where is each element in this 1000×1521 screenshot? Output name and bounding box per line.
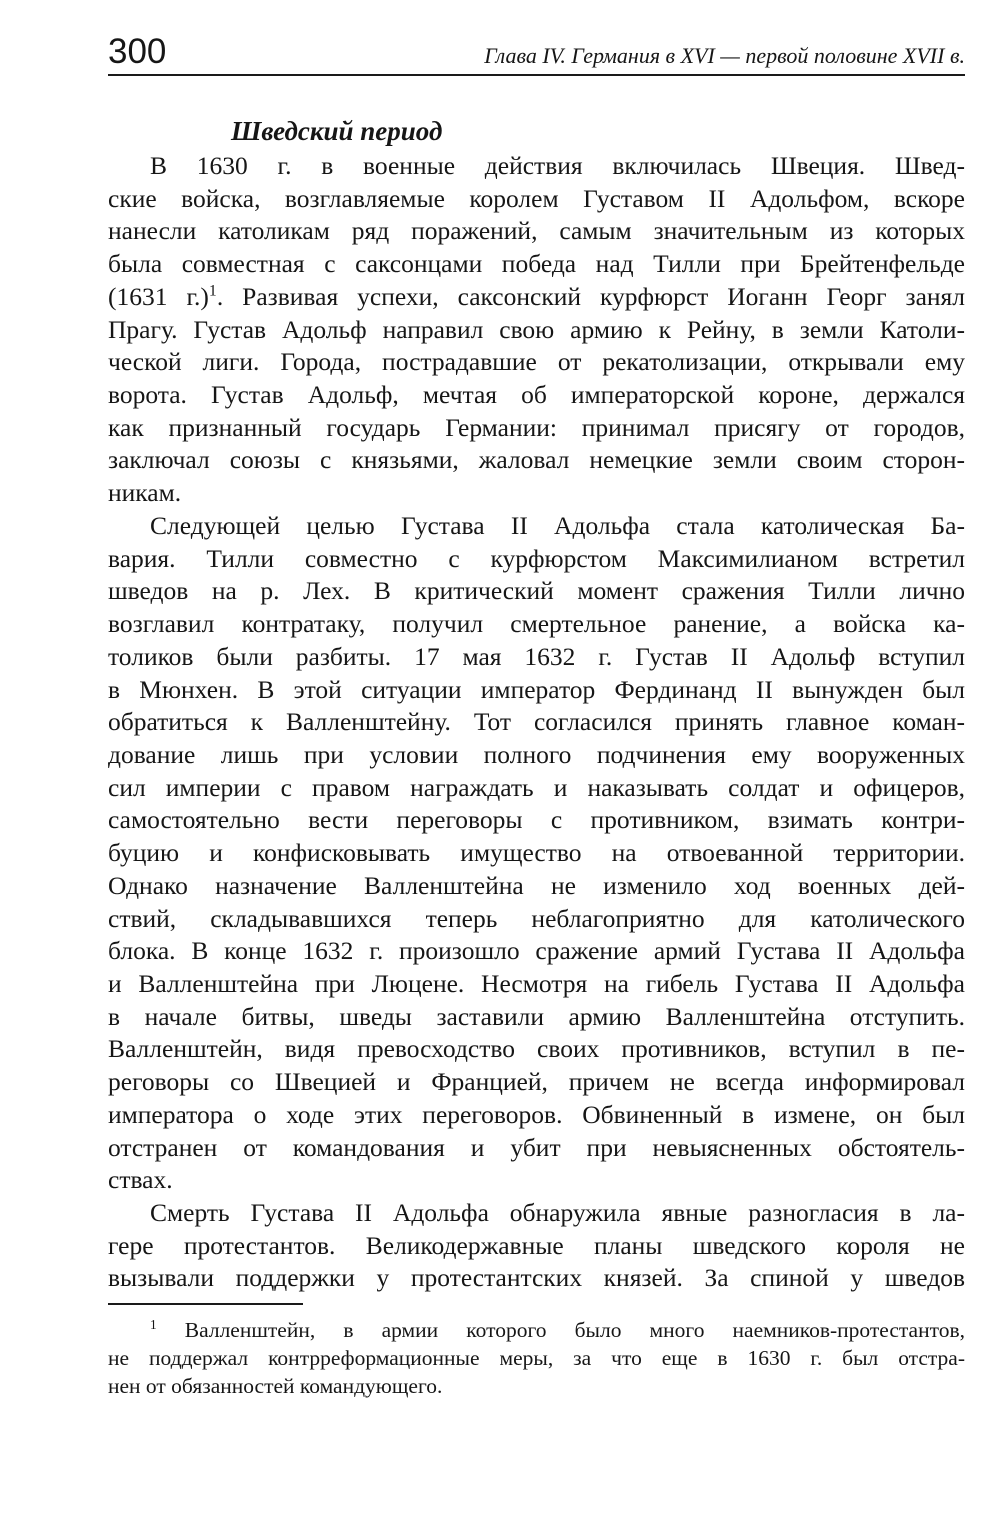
text-line: самостоятельно вести переговоры с противником, взимать контри- — [108, 805, 965, 835]
text-line: обратиться к Валленштейну. Тот согласился принять главное коман- — [108, 707, 965, 737]
text-line: в начале битвы, шведы заставили армию Валленштейна отступить. — [108, 1001, 965, 1031]
footnote-line — [108, 1316, 965, 1344]
page-header — [108, 30, 965, 76]
text-line: ствий, складывавшихся теперь неблагоприятно для католического — [108, 903, 965, 933]
text-line: вария. Тилли совместно с курфюрстом Максимилианом встретил — [108, 543, 965, 573]
text-line: сил империи с правом награждать и наказывать солдат и офицеров, — [108, 772, 965, 802]
footnote-marker: 1 — [150, 1316, 157, 1332]
text-line: ские войска, возглавляемые королем Густавом II Адольфом, вскоре — [108, 183, 965, 213]
text-line: как признанный государь Германии: принимал присягу от городов, — [108, 412, 965, 442]
text-line: нанесли католикам ряд поражений, самым значительным из которых — [108, 216, 965, 246]
text-line-end: . Развивая успехи, саксонский курфюрст Иоганн Георг занял — [216, 281, 965, 311]
text-line: реговоры со Швецией и Францией, причем не всегда информировал — [108, 1067, 965, 1097]
text-line: отстранен от командования и убит при невыясненных обстоятель- — [108, 1132, 965, 1162]
text-line: ческой лиги. Города, пострадавшие от рекатолизации, открывали ему — [108, 347, 965, 377]
text-line: шведов на р. Лех. В критический момент сражения Тилли лично — [108, 576, 965, 606]
text-line: Валленштейн, видя превосходство своих противников, вступил в пе- — [108, 1034, 965, 1064]
text-line: императора о ходе этих переговоров. Обвиненный в измене, он был — [108, 1099, 965, 1129]
text-line: никам. — [108, 478, 182, 508]
text-line-start: (1631 г.) — [108, 281, 209, 311]
text-line: и Валленштейна при Люцене. Несмотря на гибель Густава II Адольфа — [108, 968, 965, 998]
text-line: блока. В конце 1632 г. произошло сражение армий Густава II Адольфа — [108, 936, 965, 966]
footnote-reference: 1 — [208, 282, 217, 300]
text-line: гере протестантов. Великодержавные планы шведского короля не — [108, 1230, 965, 1260]
main-text — [108, 150, 965, 1295]
footnote — [108, 1316, 965, 1400]
text-line — [108, 281, 965, 314]
footnote-line: нен от обязанностей командующего. — [108, 1374, 443, 1398]
text-line: Следующей целью Густава II Адольфа стала католическая Ба- — [150, 510, 965, 540]
page-number: 300 — [108, 32, 167, 71]
text-line: ворота. Густав Адольф, мечтая об императорской короне, держался — [108, 380, 965, 410]
running-head: Глава IV. Германия в XVI — первой половине XVII в. — [484, 43, 965, 68]
text-line: вызывали поддержки у протестантских князей. За спиной у шведов — [108, 1263, 965, 1293]
footnote-line: не поддержал контрреформационные меры, за что еще в 1630 г. был отстра- — [108, 1346, 965, 1370]
text-line: Прагу. Густав Адольф направил свою армию к Рейну, в земли Католи- — [108, 314, 965, 344]
text-line: была совместная с саксонцами победа над Тилли при Брейтенфельде — [108, 249, 965, 279]
text-line: в Мюнхен. В этой ситуации император Фердинанд II вынужден был — [108, 674, 965, 704]
text-line: заключал союзы с князьями, жаловал немецкие земли своим сторон- — [108, 445, 965, 475]
section-heading: Шведский период — [231, 116, 443, 146]
text-line: В 1630 г. в военные действия включилась Швеция. Швед- — [150, 151, 965, 180]
footnote-text: Валленштейн, в армии которого было много наемников-протестантов, — [184, 1318, 965, 1342]
text-line: толиков были разбиты. 17 мая 1632 г. Густав II Адольф вступил — [108, 641, 965, 671]
text-line: Смерть Густава II Адольфа обнаружила явные разногласия в ла- — [150, 1198, 965, 1227]
text-line: буцию и конфисковывать имущество на отвоеванной территории. — [108, 838, 965, 868]
footnote-separator — [108, 1303, 303, 1305]
text-line: Однако назначение Валленштейна не изменило ход военных дей- — [108, 870, 965, 900]
text-line: ствах. — [108, 1165, 173, 1195]
text-line: дование лишь при условии полного подчинения ему вооруженных — [108, 739, 965, 769]
text-line: возглавил контратаку, получил смертельное ранение, а войска ка- — [108, 609, 965, 639]
